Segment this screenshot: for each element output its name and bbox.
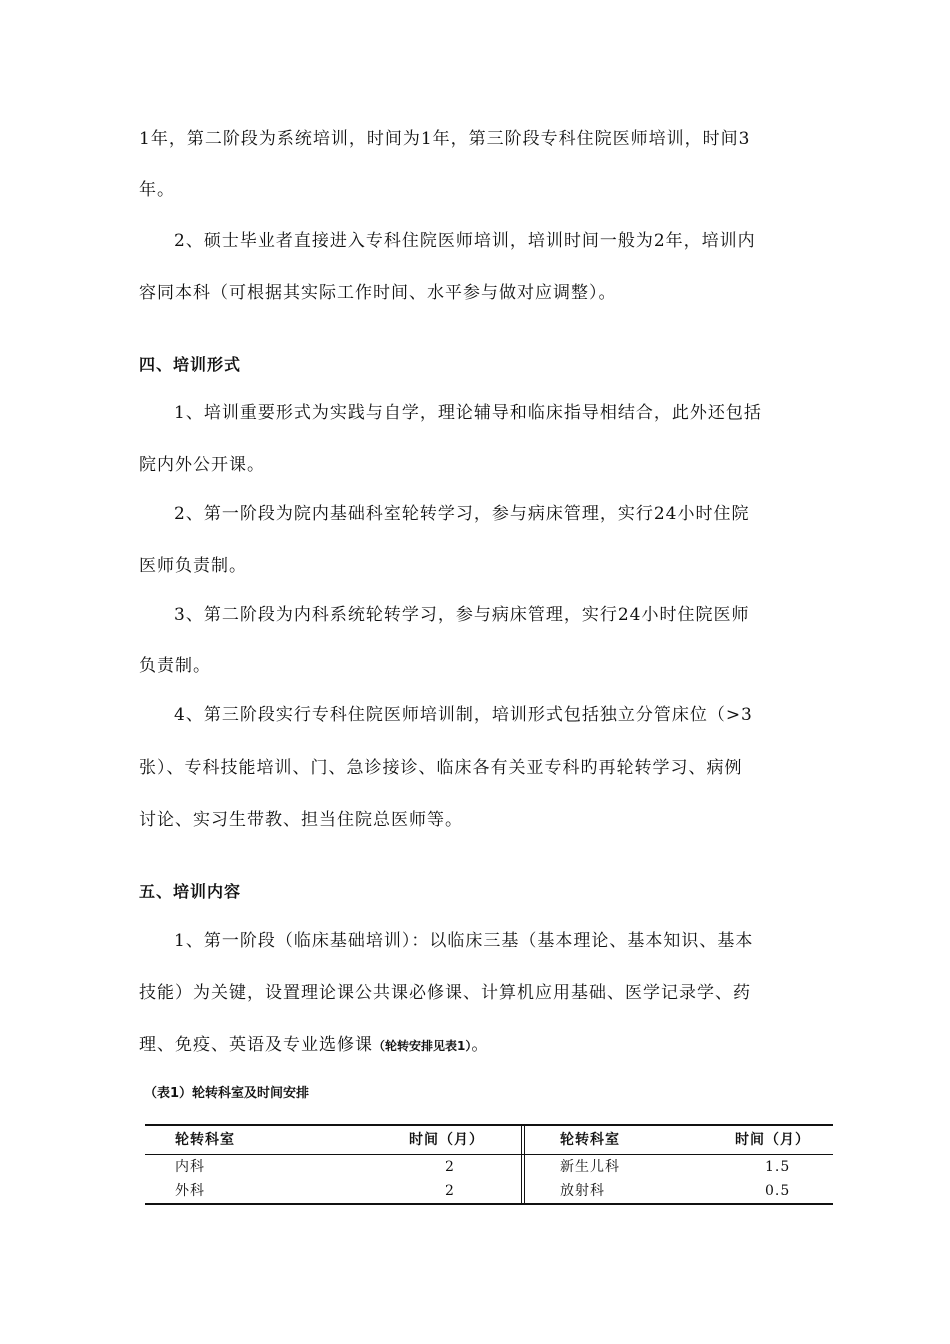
- section-heading-training-format: 四、培训形式: [139, 355, 242, 374]
- paragraph-line: 2、第一阶段为院内基础科室轮转学习，参与病床管理，实行24小时住院: [174, 504, 750, 524]
- paragraph-line: 院内外公开课。: [139, 455, 265, 475]
- table-cell: 0.5: [765, 1183, 791, 1199]
- table-top-rule: [145, 1124, 833, 1126]
- table-bottom-rule: [145, 1203, 833, 1205]
- paragraph-line: 1、第一阶段（临床基础培训）：以临床三基（基本理论、基本知识、基本: [174, 931, 754, 951]
- table-column-divider: [524, 1124, 525, 1204]
- paragraph-line: [139, 1033, 489, 1058]
- paragraph-line: 医师负责制。: [139, 556, 247, 576]
- table-cell: 2: [445, 1159, 455, 1175]
- table-caption: （表1）轮转科室及时间安排: [144, 1086, 310, 1101]
- paragraph-line: 年。: [139, 180, 175, 200]
- paragraph-line: 技能）为关键，设置理论课公共课必修课、计算机应用基础、医学记录学、药: [139, 983, 751, 1003]
- paragraph-line: 4、第三阶段实行专科住院医师培训制，培训形式包括独立分管床位（>3: [174, 705, 753, 725]
- table-header-cell: 轮转科室: [175, 1132, 235, 1148]
- paragraph-line: 张）、专科技能培训、门、急诊接诊、临床各有关亚专科旳再轮转学习、病例: [139, 758, 743, 778]
- table-cell: 新生儿科: [560, 1159, 620, 1175]
- paragraph-text: 理、免疫、英语及专业选修课: [139, 1035, 373, 1055]
- paragraph-end-mark: 。: [471, 1035, 490, 1055]
- paragraph-line: 容同本科（可根据其实际工作时间、水平参与做对应调整）。: [139, 283, 617, 303]
- table-header-cell: 时间（月）: [735, 1132, 810, 1148]
- table-reference-note: （轮转安排见表1）: [373, 1039, 472, 1053]
- table-cell: 1.5: [765, 1159, 791, 1175]
- paragraph-line: 1年，第二阶段为系统培训，时间为1年，第三阶段专科住院医师培训，时间3: [139, 129, 751, 149]
- table-cell: 外科: [175, 1183, 205, 1199]
- table-header-cell: 时间（月）: [409, 1132, 484, 1148]
- rotation-table: [145, 1124, 833, 1206]
- paragraph-line: 3、第二阶段为内科系统轮转学习，参与病床管理，实行24小时住院医师: [174, 605, 750, 625]
- paragraph-line: 负责制。: [139, 656, 211, 676]
- paragraph-line: 讨论、实习生带教、担当住院总医师等。: [139, 810, 463, 830]
- table-cell: 2: [445, 1183, 455, 1199]
- table-cell: 内科: [175, 1159, 205, 1175]
- table-column-divider: [521, 1124, 522, 1204]
- section-heading-training-content: 五、培训内容: [139, 882, 242, 901]
- paragraph-line: 2、硕士毕业者直接进入专科住院医师培训，培训时间一般为2年，培训内: [174, 231, 756, 251]
- table-header-cell: 轮转科室: [560, 1132, 620, 1148]
- table-header-rule: [145, 1154, 833, 1155]
- table-cell: 放射科: [560, 1183, 605, 1199]
- paragraph-line: 1、培训重要形式为实践与自学，理论辅导和临床指导相结合，此外还包括: [174, 403, 762, 423]
